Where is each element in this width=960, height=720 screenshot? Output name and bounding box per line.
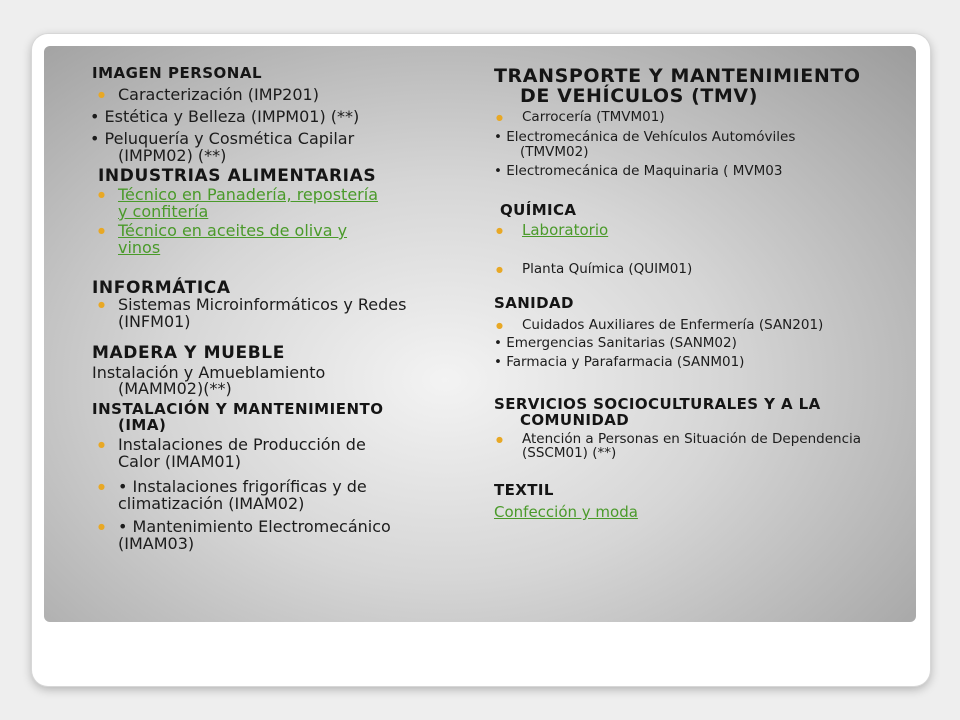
transporte-heading-cont: DE VEHÍCULOS (TMV) (520, 85, 759, 107)
transporte-heading: TRANSPORTE Y MANTENIMIENTO (494, 65, 861, 87)
quimica-heading: QUÍMICA (500, 201, 577, 219)
list-item-continuation: (TMVM02) (520, 144, 589, 160)
list-item: • Peluquería y Cosmética Capilar (90, 129, 355, 148)
list-item: • Estética y Belleza (IMPM01) (**) (90, 107, 360, 126)
list-item-continuation: (IMPM02) (**) (118, 146, 227, 165)
list-item: • Electromecánica de Vehículos Automóviles (494, 129, 796, 145)
instalacion-heading-cont: (IMA) (118, 416, 167, 434)
instalacion-heading: INSTALACIÓN Y MANTENIMIENTO (92, 400, 384, 418)
list-item: ● Caracterización (IMP201) (98, 86, 319, 104)
servicios-heading-cont: COMUNIDAD (520, 411, 630, 429)
list-item: • Emergencias Sanitarias (SANM02) (494, 335, 737, 351)
sanidad-heading: SANIDAD (494, 294, 574, 312)
informatica-heading: INFORMÁTICA (92, 278, 231, 298)
imagen-personal-heading: IMAGEN PERSONAL (92, 64, 263, 82)
list-item: • Farmacia y Parafarmacia (SANM01) (494, 354, 745, 370)
list-item: • Electromecánica de Maquinaria ( MVM03 (494, 163, 783, 179)
madera-mueble-heading: MADERA Y MUEBLE (92, 343, 285, 363)
link-confeccion[interactable]: Confección y moda (494, 503, 638, 521)
industrias-alimentarias-heading: INDUSTRIAS ALIMENTARIAS (98, 166, 377, 186)
content-panel: IMAGEN PERSONAL ● Caracterización (IMP201) • Estética y Belleza (IMPM01) (**) • Peluquería y Cosmética Capilar (IMPM02) (**) INDUSTRIAS ALIMENTARIAS Técnico en Panadería, repostería y confitería Técnico en aceites de oliva y vinos INFORMÁTICA Sistemas Microinformáticos y Redes (INFM01) MADERA Y MUEBLE Instalación y Amueblamiento (MAMM02)(**) INSTALACIÓN Y MANTENIMIENTO (IMA) Instalaciones de Producción de Calor (IMAM01) • Instalaciones frigoríficas y de climatización (IMAM02) • Mantenimiento Electromecánico (IMAM03) TRANSPORTE Y MANTENIMIENTO DE VEHÍCULOS (TMV) Carrocería (TMVM01) • Electromecánica de Vehículos Automóviles (TMVM02) • Electromecánica de Maquinaria ( MVM03 QUÍMICA Laboratorio Planta Química (QUIM01) SANIDAD Cuidados Auxiliares de Enfermería (SAN201) • Emergencias Sanitarias (SANM02) • Farmacia y Parafarmacia (SANM01) SERVICIOS SOCIOCULTURALES Y A LA COMUNIDAD Atención a Personas en Situación de Dependencia (SSCM01) (**) TEXTIL Confección y moda (44, 46, 916, 622)
servicios-heading: SERVICIOS SOCIOCULTURALES Y A LA (494, 395, 821, 413)
textil-heading: TEXTIL (494, 481, 554, 499)
list-item-continuation: (MAMM02)(**) (118, 379, 232, 398)
list-item: Instalación y Amueblamiento (92, 363, 326, 382)
